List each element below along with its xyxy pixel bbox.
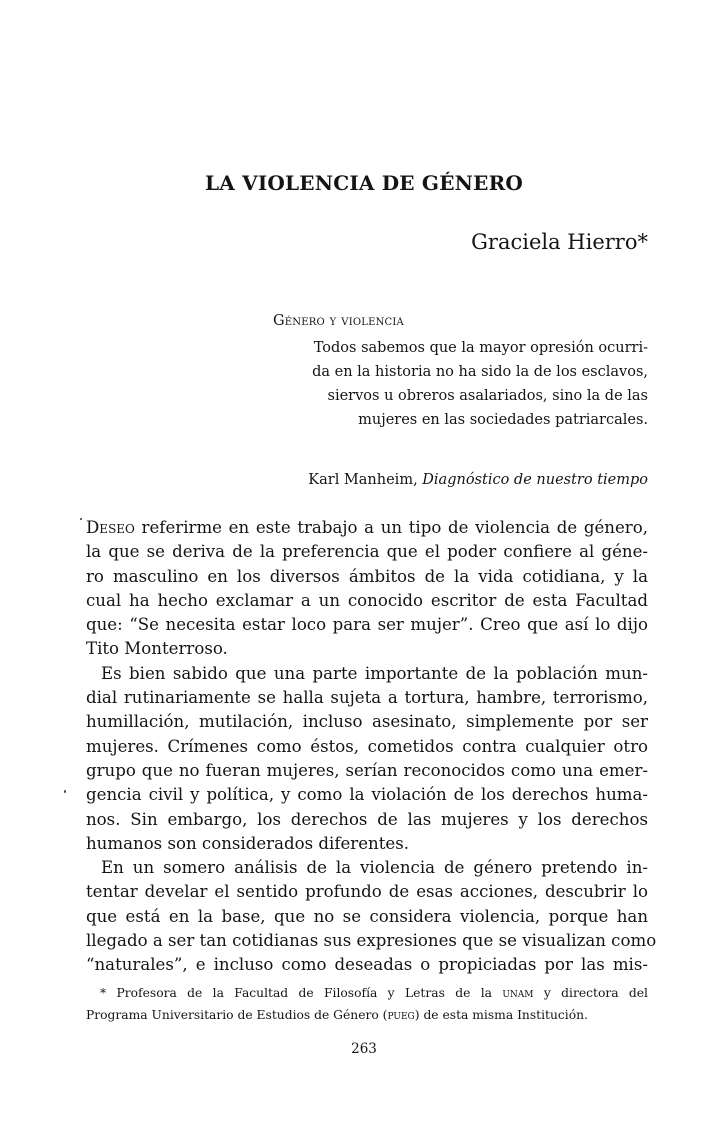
footnote [86,983,648,1026]
body-line: que: “Se necesita estar loco para ser mujer”. Creo que así lo dijo [86,615,648,635]
body-line: “naturales”, e incluso como deseadas o propiciadas por las mis- [86,955,648,975]
scan-speck [80,518,82,520]
article-author: Graciela Hierro* [471,230,648,254]
body-line: dial rutinariamente se halla sujeta a tortura, hambre, terrorismo, [86,688,648,708]
footnote-abbr: pueg [387,1007,415,1022]
body-line: tentar develar el sentido profundo de esas acciones, descubrir lo [86,882,648,902]
body-line: nos. Sin embargo, los derechos de las mujeres y los derechos [86,809,648,829]
body-line: En un somero análisis de la violencia de género pretendo in- [101,858,648,878]
attribution-work: Diagnóstico de nuestro tiempo [422,472,648,488]
epigraph-line: siervos u obreros asalariados, sino la de las [327,388,648,404]
footnote-line [86,983,648,1005]
epigraph-line: Todos sabemos que la mayor opresión ocurri- [313,340,648,356]
epigraph [268,336,648,432]
article-title: LA VIOLENCIA DE GÉNERO [204,171,524,195]
scan-specks [80,518,84,522]
body-line: cual ha hecho exclamar a un conocido escritor de esta Facultad [86,590,648,610]
body-text [86,516,657,978]
footnote-text: y directora del [533,986,648,1000]
body-line: Es bien sabido que una parte importante de la población mun- [101,663,648,683]
drop-word: Deseo [86,518,135,537]
epigraph-attribution [308,472,648,488]
body-line: que está en la base, que no se considera violencia, porque han [86,906,648,926]
footnote-text: Programa Universitario de Estudios de Género ( [86,1007,388,1022]
body-line: Tito Monterroso. [86,639,228,659]
section-heading: Género y violencia [273,313,404,329]
body-line [86,516,648,540]
footnote-text: * Profesora de la Facultad de Filosofía y Letras de la [100,986,503,1000]
body-line: gencia civil y política, y como la violación de los derechos huma- [86,785,648,805]
body-line: grupo que no fueran mujeres, serían reconocidos como una emer- [86,760,648,780]
body-line: mujeres. Crímenes como éstos, cometidos contra cualquier otro [86,736,648,756]
footnote-text: ) de esta misma Institución. [414,1007,588,1022]
body-line: humillación, mutilación, incluso asesinato, simplemente por ser [86,712,648,732]
epigraph-line: mujeres en las sociedades patriarcales. [358,412,648,428]
attribution-author: Karl Manheim, [308,472,423,488]
scan-speck [64,790,66,793]
body-line: la que se deriva de la preferencia que el poder confiere al géne- [86,542,648,562]
footnote-abbr: unam [502,986,534,1000]
body-line-text: referirme en este trabajo a un tipo de violencia de género, [134,518,648,537]
footnote-line [86,1005,648,1027]
page-number: 263 [351,1041,377,1057]
body-line: ro masculino en los diversos ámbitos de la vida cotidiana, y la [86,566,648,586]
epigraph-line: da en la historia no ha sido la de los esclavos, [312,364,648,380]
body-line: humanos son considerados diferentes. [86,833,410,853]
body-line: llegado a ser tan cotidianas sus expresiones que se visualizan como [86,931,657,951]
